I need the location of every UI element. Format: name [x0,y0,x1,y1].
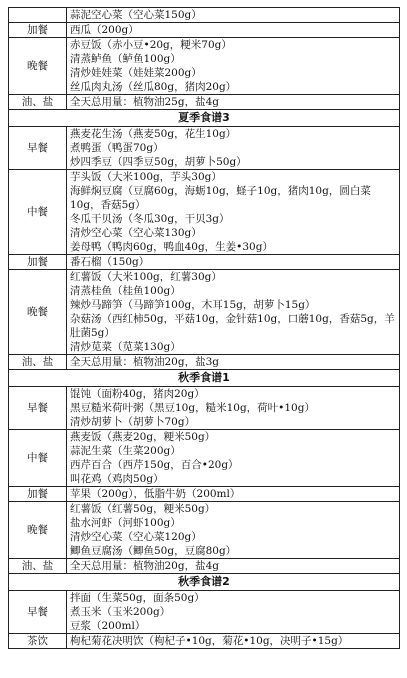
dish-line: 拌面（生菜50g，面条50g） [70,592,205,604]
meal-content [67,355,400,370]
meal-row [9,95,400,110]
meal-label: 加餐 [9,23,67,38]
meal-content [67,38,400,95]
dish-line: 清蒸桂鱼（桂鱼100g） [70,285,181,297]
meal-row [9,430,400,487]
meal-content [67,170,400,255]
dish-line: 清炒空心菜（空心菜120g） [70,531,202,543]
dish-line: 芋头饭（大米100g，芋头30g） [70,171,222,183]
meal-content [67,127,400,170]
meal-row [9,127,400,170]
meal-label: 晚餐 [9,38,67,95]
section-title-row [9,110,400,127]
dish-line: 叫花鸡（鸡肉50g） [70,473,164,485]
meal-label: 中餐 [9,170,67,255]
meal-label: 晚餐 [9,270,67,355]
meal-row [9,355,400,370]
meal-label: 油、盐 [9,95,67,110]
meal-row [9,270,400,355]
dish-line: 红薯饭（红薯50g，粳米50g） [70,503,216,515]
meal-content [67,255,400,270]
meal-row [9,38,400,95]
meal-row [9,591,400,634]
dish-line: 清蒸鲈鱼（鲈鱼100g） [70,53,181,65]
dish-line: 枸杞菊花决明饮（枸杞子•10g，菊花•10g，决明子•15g） [70,635,349,647]
meal-row [9,387,400,430]
dish-line: 姜母鸭（鸭肉60g，鸭血40g，生姜•30g） [70,241,273,253]
dish-line: 蒜泥空心菜（空心菜150g） [70,9,202,21]
meal-content [67,95,400,110]
dish-line: 辣炒马蹄笋（马蹄笋100g，木耳15g，胡萝卜15g） [70,299,316,311]
meal-content [67,591,400,634]
dish-line: 煮玉米（玉米200g） [70,606,171,618]
dish-line: 清炒苋菜（苋菜130g） [70,341,181,353]
diet-plan-table [8,7,400,649]
dish-line: 炒四季豆（四季豆50g，胡萝卜50g） [70,156,247,168]
meal-label: 茶饮 [9,634,67,649]
dish-line: 杂菇汤（西红柿50g，平菇10g，金针菇10g，口蘑10g，香菇5g，羊肚菌5g） [70,313,395,339]
dish-line: 西瓜（200g） [70,24,139,36]
meal-content [67,430,400,487]
meal-label: 早餐 [9,591,67,634]
meal-row [9,170,400,255]
section-title: 秋季食谱1 [9,370,400,387]
meal-content [67,634,400,649]
meal-content [67,487,400,502]
meal-label: 早餐 [9,387,67,430]
meal-row [9,23,400,38]
dish-line: 赤豆饭（赤小豆•20g，粳米70g） [70,39,232,51]
meal-row [9,634,400,649]
meal-row [9,502,400,559]
meal-label: 加餐 [9,487,67,502]
dish-line: 蒜泥生菜（生菜200g） [70,445,181,457]
section-title: 秋季食谱2 [9,574,400,591]
recipe-document [8,7,400,649]
meal-content [67,502,400,559]
diet-plan-table-body [9,8,400,649]
section-title-row [9,370,400,387]
meal-row [9,559,400,574]
dish-line: 红薯饭（大米100g，红薯30g） [70,271,222,283]
dish-line: 丝瓜肉丸汤（丝瓜80g，猪肉20g） [70,81,237,93]
dish-line: 苹果（200g），低脂牛奶（200ml） [70,488,241,500]
meal-row [9,255,400,270]
meal-content [67,559,400,574]
dish-line: 豆浆（200ml） [70,620,146,632]
meal-label [9,8,67,23]
meal-label: 油、盐 [9,559,67,574]
meal-label: 晚餐 [9,502,67,559]
section-title-row [9,574,400,591]
dish-line: 海鲜焖豆腐（豆腐60g，海蛎10g，蛏子10g，猪肉10g，圆白菜10g，香菇5g） [70,185,371,211]
section-title: 夏季食谱3 [9,110,400,127]
dish-line: 盐水河虾（河虾100g） [70,517,181,529]
dish-line: 全天总用量：植物油20g，盐4g [70,560,219,572]
meal-content [67,8,400,23]
meal-content [67,387,400,430]
dish-line: 黑豆糙米荷叶粥（黑豆10g，糙米10g，荷叶•10g） [70,402,315,414]
meal-label: 油、盐 [9,355,67,370]
dish-line: 全天总用量：植物油20g，盐3g [70,356,219,368]
meal-label: 中餐 [9,430,67,487]
dish-line: 燕麦花生汤（燕麦50g，花生10g） [70,128,237,140]
meal-row [9,487,400,502]
dish-line: 冬瓜干贝汤（冬瓜30g，干贝3g） [70,213,230,225]
meal-row [9,8,400,23]
dish-line: 鲫鱼豆腐汤（鲫鱼50g，豆腐80g） [70,545,237,557]
dish-line: 清炒娃娃菜（娃娃菜200g） [70,67,202,79]
dish-line: 全天总用量：植物油25g，盐4g [70,96,219,108]
dish-line: 馄饨（面粉40g，猪肉20g） [70,388,205,400]
meal-label: 加餐 [9,255,67,270]
dish-line: 清炒胡萝卜（胡萝卜70g） [70,416,196,428]
dish-line: 燕麦饭（燕麦20g，粳米50g） [70,431,216,443]
meal-content [67,23,400,38]
dish-line: 西芹百合（西芹150g，百合•20g） [70,459,239,471]
meal-content [67,270,400,355]
dish-line: 清炒空心菜（空心菜130g） [70,227,202,239]
dish-line: 番石榴（150g） [70,256,150,268]
meal-label: 早餐 [9,127,67,170]
dish-line: 煮鸭蛋（鸭蛋70g） [70,142,164,154]
